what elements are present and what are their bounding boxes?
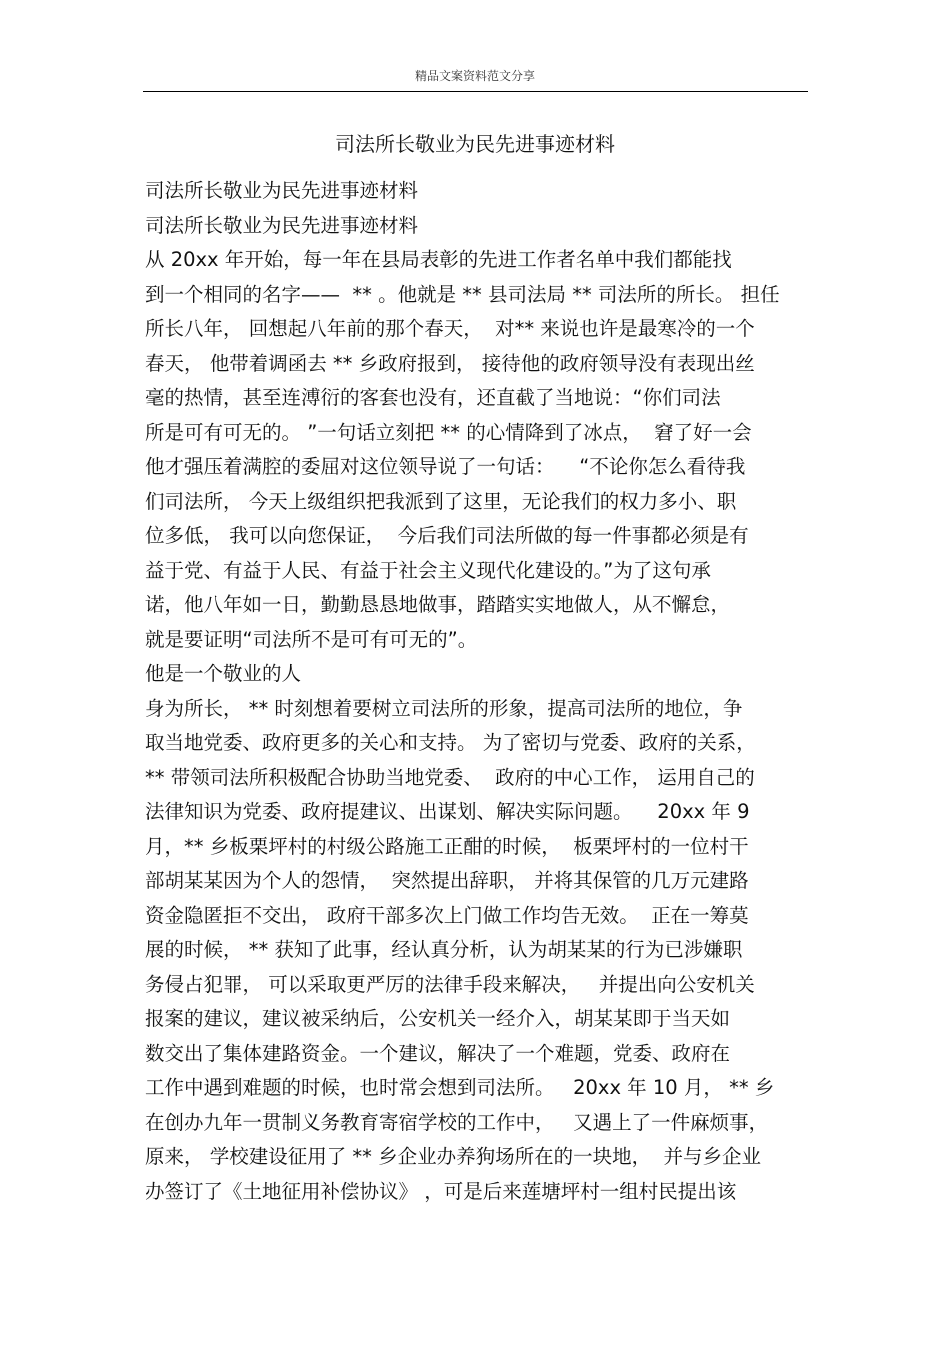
- body-line: 资金隐匿拒不交出， 政府干部多次上门做工作均告无效。 正在一筹莫: [145, 903, 749, 927]
- body-line: 诺，他八年如一日，勤勤恳恳地做事，踏踏实实地做人，从不懈怠，: [145, 593, 731, 616]
- body-line: 所长八年， 回想起八年前的那个春天， 对** 来说也许是最寒冷的一个: [145, 317, 755, 340]
- body-line: 毫的热情，甚至连溥衍的客套也没有，还直截了当地说：“你们司法: [145, 386, 721, 409]
- body-line: 在创办九年一贯制义务教育寄宿学校的工作中， 又遇上了一件麻烦事，: [145, 1110, 769, 1134]
- body-line: 们司法所， 今天上级组织把我派到了这里，无论我们的权力多小、职: [145, 489, 737, 513]
- body-line: 从 20xx 年开始，每一年在县局表彰的先进工作者名单中我们都能找: [145, 248, 732, 271]
- body-line: 就是要证明“司法所不是可有可无的”。: [145, 627, 478, 651]
- body-line: 身为所长， ** 时刻想着要树立司法所的形象，提高司法所的地位，争: [145, 696, 743, 720]
- body-line: 法律知识为党委、政府提建议、出谋划、解决实际问题。 20xx 年 9: [145, 800, 750, 823]
- body-line: 务侵占犯罪， 可以采取更严厉的法律手段来解决， 并提出向公安机关: [145, 972, 755, 996]
- body-line: 益于党、有益于人民、有益于社会主义现代化建设的。”为了这句承: [145, 558, 711, 582]
- body-line: 展的时候， ** 获知了此事，经认真分析，认为胡某某的行为已涉嫌职: [145, 938, 743, 961]
- section-heading: 他是一个敬业的人: [145, 662, 302, 685]
- body-line: 到一个相同的名字—— ** 。他就是 ** 县司法局 ** 司法所的所长。 担任: [145, 282, 780, 306]
- body-line: 工作中遇到难题的时候，也时常会想到司法所。 20xx 年 10 月， ** 乡: [145, 1076, 775, 1099]
- body-line: 办签订了《土地征用补偿协议》 ，可是后来莲塘坪村一组村民提出该: [145, 1179, 737, 1203]
- body-line: 司法所长敬业为民先进事迹材料: [145, 213, 419, 237]
- body-line: 原来， 学校建设征用了 ** 乡企业办养狗场所在的一块地， 并与乡企业: [145, 1145, 761, 1168]
- body-line: ** 带领司法所积极配合协助当地党委、 政府的中心工作， 运用自己的: [145, 765, 755, 789]
- body-line: 部胡某某因为个人的怨情， 突然提出辞职， 并将其保管的几万元建路: [145, 869, 749, 892]
- body-line: 取当地党委、政府更多的关心和支持。 为了密切与党委、政府的关系，: [145, 731, 756, 754]
- body-line: 司法所长敬业为民先进事迹材料: [145, 179, 419, 202]
- body-line: 所是可有可无的。 ”一句话立刻把 ** 的心情降到了冰点， 窘了好一会: [145, 420, 752, 444]
- body-line: 春天， 他带着调函去 ** 乡政府报到， 接待他的政府领导没有表现出丝: [145, 351, 755, 375]
- body-line: 月，** 乡板栗坪村的村级公路施工正酣的时候， 板栗坪村的一位村干: [145, 834, 749, 858]
- document-title: 司法所长敬业为民先进事迹材料: [335, 132, 615, 156]
- page-header-text: 精品文案资料范文分享: [414, 69, 535, 83]
- body-line: 位多低， 我可以向您保证， 今后我们司法所做的每一件事都必须是有: [145, 524, 749, 547]
- body-line: 报案的建议，建议被采纳后，公安机关一经介入，胡某某即于当天如: [145, 1007, 731, 1030]
- header-divider: [143, 91, 808, 92]
- document-body: [145, 174, 810, 1209]
- body-line: 他才强压着满腔的委屈对这位领导说了一句话： “不论你怎么看待我: [145, 455, 746, 478]
- body-line: 数交出了集体建路资金。一个建议，解决了一个难题，党委、政府在: [145, 1041, 731, 1065]
